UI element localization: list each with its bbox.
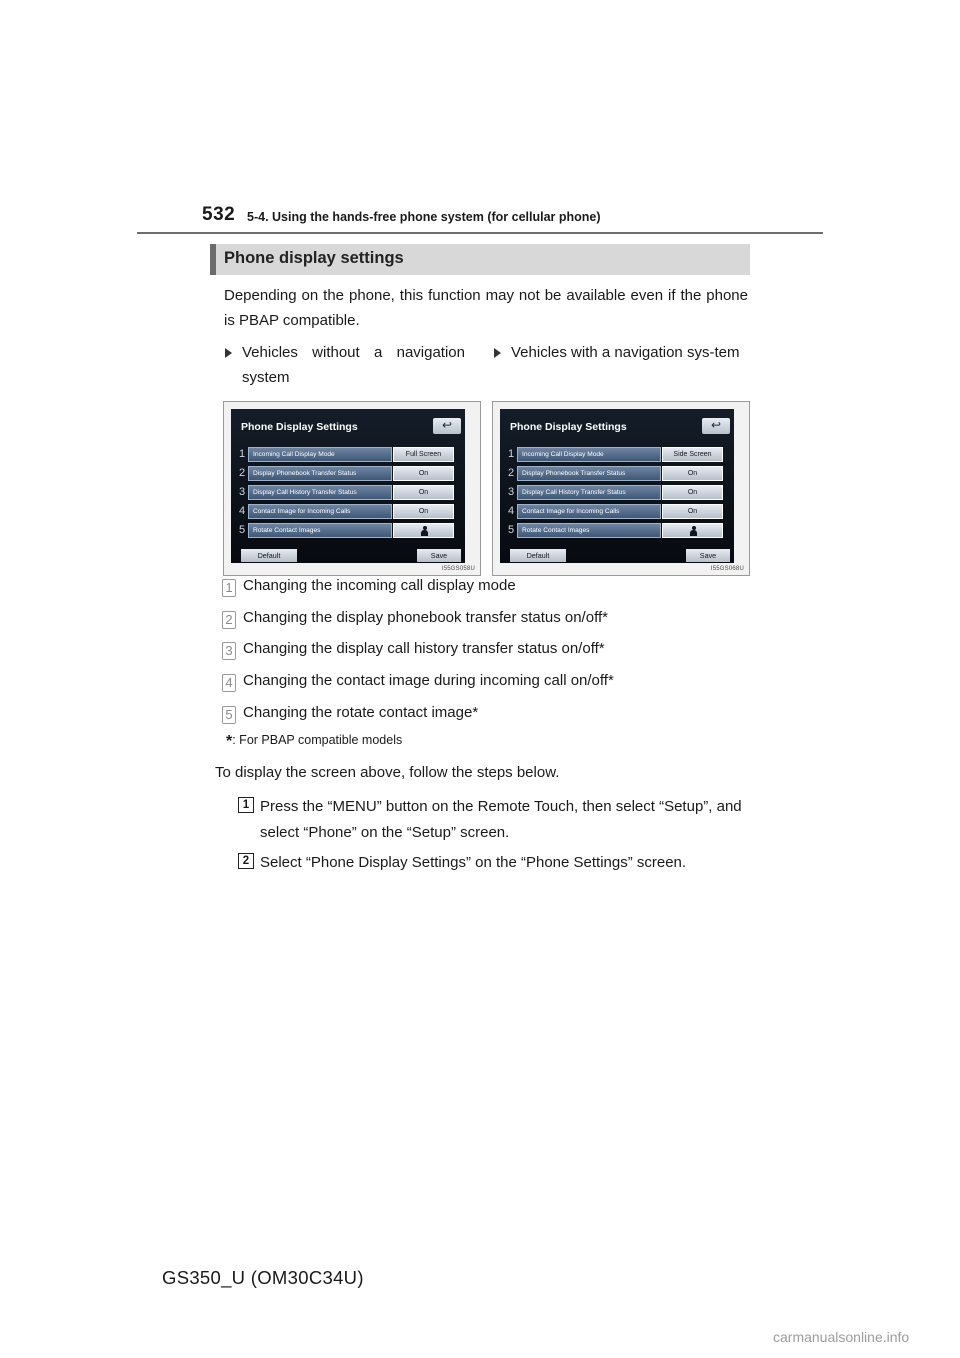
image-code: I55GS058U: [441, 566, 475, 572]
step-number: 1: [238, 797, 254, 813]
row-number: 5: [238, 524, 246, 536]
setting-row-rotate-contact-images[interactable]: [237, 523, 454, 538]
callout-text: Changing the display call history transfer status on/off*: [243, 640, 605, 657]
variant-without-navigation: [225, 340, 465, 390]
person-icon: [690, 526, 697, 536]
row-label[interactable]: Contact Image for Incoming Calls: [248, 504, 392, 519]
screen-title: Phone Display Settings: [241, 421, 358, 433]
screenshot-without-navigation: [223, 401, 481, 576]
row-value-contact-image[interactable]: [393, 523, 454, 538]
row-number: 3: [507, 486, 515, 498]
row-label[interactable]: Display Phonebook Transfer Status: [248, 466, 392, 481]
step-1: [238, 794, 758, 846]
default-button[interactable]: Default: [510, 549, 566, 562]
row-value[interactable]: On: [662, 466, 723, 481]
callout-number: 1: [222, 579, 236, 597]
setting-row-rotate-contact-images[interactable]: [506, 523, 723, 538]
person-icon: [421, 526, 428, 536]
setting-row-contact-image-incoming-calls[interactable]: [237, 504, 454, 519]
step-text: Press the “MENU” button on the Remote Touch, then select “Setup”, and select “Phone” on the “Setup” screen.: [260, 798, 742, 841]
page-number: 532: [202, 204, 236, 225]
header-divider: [137, 232, 823, 234]
callout-text: Changing the rotate contact image*: [243, 704, 479, 721]
footnote-mark: *: [226, 733, 233, 750]
image-code: I55GS068U: [710, 566, 744, 572]
footnote: [226, 733, 402, 751]
callout-number: 5: [222, 706, 236, 724]
row-number: 1: [507, 448, 515, 460]
default-button[interactable]: Default: [241, 549, 297, 562]
row-value[interactable]: On: [662, 485, 723, 500]
row-value-contact-image[interactable]: [662, 523, 723, 538]
phone-display-settings-screen: [231, 409, 465, 563]
triangle-bullet-icon: [494, 348, 501, 358]
watermark: carmanualsonline.info: [773, 1329, 910, 1345]
row-label[interactable]: Display Call History Transfer Status: [517, 485, 661, 500]
phone-display-settings-screen: [500, 409, 734, 563]
row-number: 2: [507, 467, 515, 479]
row-number: 4: [507, 505, 515, 517]
setting-row-phonebook-transfer-status[interactable]: [506, 466, 723, 481]
callout-number: 4: [222, 674, 236, 692]
row-value[interactable]: Full Screen: [393, 447, 454, 462]
setting-row-phonebook-transfer-status[interactable]: [237, 466, 454, 481]
intro-paragraph: Depending on the phone, this function may not be available even if the phone is PBAP compatible.: [224, 287, 748, 329]
row-label[interactable]: Display Call History Transfer Status: [248, 485, 392, 500]
step-text: Select “Phone Display Settings” on the “Phone Settings” screen.: [260, 854, 687, 871]
variant-with-navigation: [494, 340, 748, 365]
row-value[interactable]: On: [393, 485, 454, 500]
variant-label: Vehicles with a navigation sys-tem: [511, 344, 740, 361]
row-number: 1: [238, 448, 246, 460]
row-number: 3: [238, 486, 246, 498]
section-title: 5-4. Using the hands-free phone system (for cellular phone): [247, 210, 601, 224]
row-value[interactable]: Side Screen: [662, 447, 723, 462]
model-code: GS350_U (OM30C34U): [162, 1267, 364, 1288]
callout-number: 2: [222, 611, 236, 629]
setting-row-call-history-transfer-status[interactable]: [237, 485, 454, 500]
row-label[interactable]: Rotate Contact Images: [248, 523, 392, 538]
variant-label: Vehicles without a navigation system: [242, 344, 465, 386]
row-label[interactable]: Incoming Call Display Mode: [517, 447, 661, 462]
screen-title: Phone Display Settings: [510, 421, 627, 433]
setting-row-contact-image-incoming-calls[interactable]: [506, 504, 723, 519]
setting-row-call-history-transfer-status[interactable]: [506, 485, 723, 500]
callout-text: Changing the incoming call display mode: [243, 577, 516, 594]
save-button[interactable]: Save: [417, 549, 461, 562]
row-label[interactable]: Incoming Call Display Mode: [248, 447, 392, 462]
setting-row-incoming-call-display-mode[interactable]: [506, 447, 723, 462]
setting-row-incoming-call-display-mode[interactable]: [237, 447, 454, 462]
row-number: 5: [507, 524, 515, 536]
back-button[interactable]: ↩: [702, 418, 730, 434]
section-heading: [210, 244, 750, 275]
section-heading-text: Phone display settings: [224, 249, 404, 267]
row-value[interactable]: On: [393, 466, 454, 481]
callout-text: Changing the display phonebook transfer status on/off*: [243, 609, 608, 626]
save-button[interactable]: Save: [686, 549, 730, 562]
row-value[interactable]: On: [393, 504, 454, 519]
row-label[interactable]: Rotate Contact Images: [517, 523, 661, 538]
callout-text: Changing the contact image during incoming call on/off*: [243, 672, 614, 689]
callout-number: 3: [222, 642, 236, 660]
screenshot-with-navigation: [492, 401, 750, 576]
row-number: 2: [238, 467, 246, 479]
step-number: 2: [238, 853, 254, 869]
triangle-bullet-icon: [225, 348, 232, 358]
row-value[interactable]: On: [662, 504, 723, 519]
back-button[interactable]: ↩: [433, 418, 461, 434]
steps-intro: To display the screen above, follow the steps below.: [215, 764, 560, 781]
step-2: [238, 850, 758, 876]
row-label[interactable]: Contact Image for Incoming Calls: [517, 504, 661, 519]
row-number: 4: [238, 505, 246, 517]
row-label[interactable]: Display Phonebook Transfer Status: [517, 466, 661, 481]
footnote-text: : For PBAP compatible models: [232, 733, 403, 747]
